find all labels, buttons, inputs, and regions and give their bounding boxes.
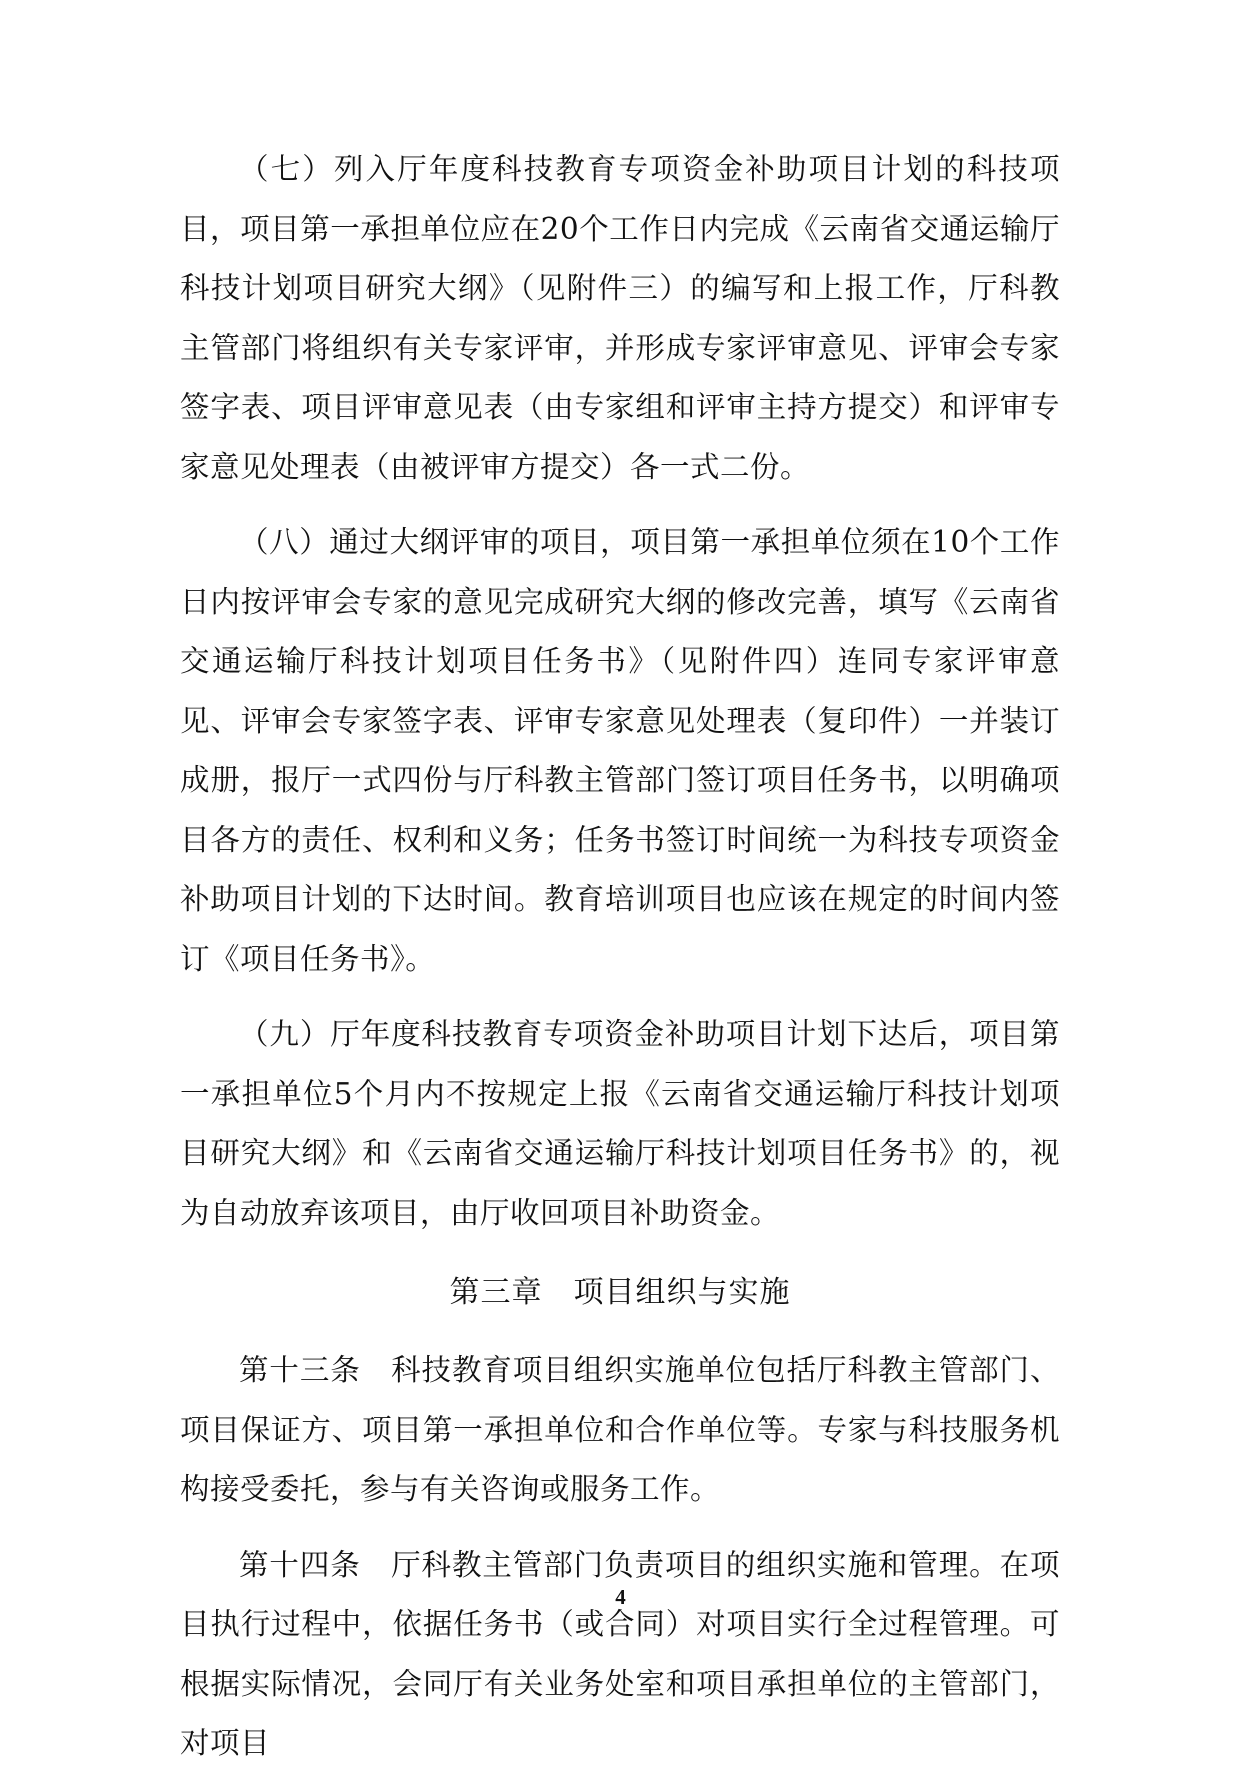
page-number: 4 <box>615 1585 626 1609</box>
paragraph-item-7: （七）列入厅年度科技教育专项资金补助项目计划的科技项目，项目第一承担单位应在20个工作日内完成《云南省交通运输厅科技计划项目研究大纲》（见附件三）的编写和上报工作，厅科教主管部门将组织有关专家评审，并形成专家评审意见、评审会专家签字表、项目评审意见表（由专家组和评审主持方提交）和评审专家意见处理表（由被评审方提交）各一式二份。 <box>180 152 1060 484</box>
article-13-paragraph: 第十三条 科技教育项目组织实施单位包括厅科教主管部门、项目保证方、项目第一承担单位和合作单位等。专家与科技服务机构接受委托，参与有关咨询或服务工作。 <box>180 1353 1060 1506</box>
chapter-title: 第三章 项目组织与实施 <box>449 1275 791 1310</box>
article-14-paragraph: 第十四条 厅科教主管部门负责项目的组织实施和管理。在项目执行过程中，依据任务书（或合同）对项目实行全过程管理。可根据实际情况，会同厅有关业务处室和项目承担单位的主管部门，对项目 <box>180 1547 1060 1760</box>
page-body <box>180 140 1060 1774</box>
paragraph-item-9: （九）厅年度科技教育专项资金补助项目计划下达后，项目第一承担单位5个月内不按规定上报《云南省交通运输厅科技计划项目研究大纲》和《云南省交通运输厅科技计划项目任务书》的，视为自动放弃该项目，由厅收回项目补助资金。 <box>180 1017 1060 1230</box>
paragraph-item-8: （八）通过大纲评审的项目，项目第一承担单位须在10个工作日内按评审会专家的意见完成研究大纲的修改完善，填写《云南省交通运输厅科技计划项目任务书》（见附件四）连同专家评审意见、评审会专家签字表、评审专家意见处理表（复印件）一并装订成册，报厅一式四份与厅科教主管部门签订项目任务书，以明确项目各方的责任、权利和义务；任务书签订时间统一为科技专项资金补助项目计划的下达时间。教育培训项目也应该在规定的时间内签订《项目任务书》。 <box>180 525 1060 976</box>
